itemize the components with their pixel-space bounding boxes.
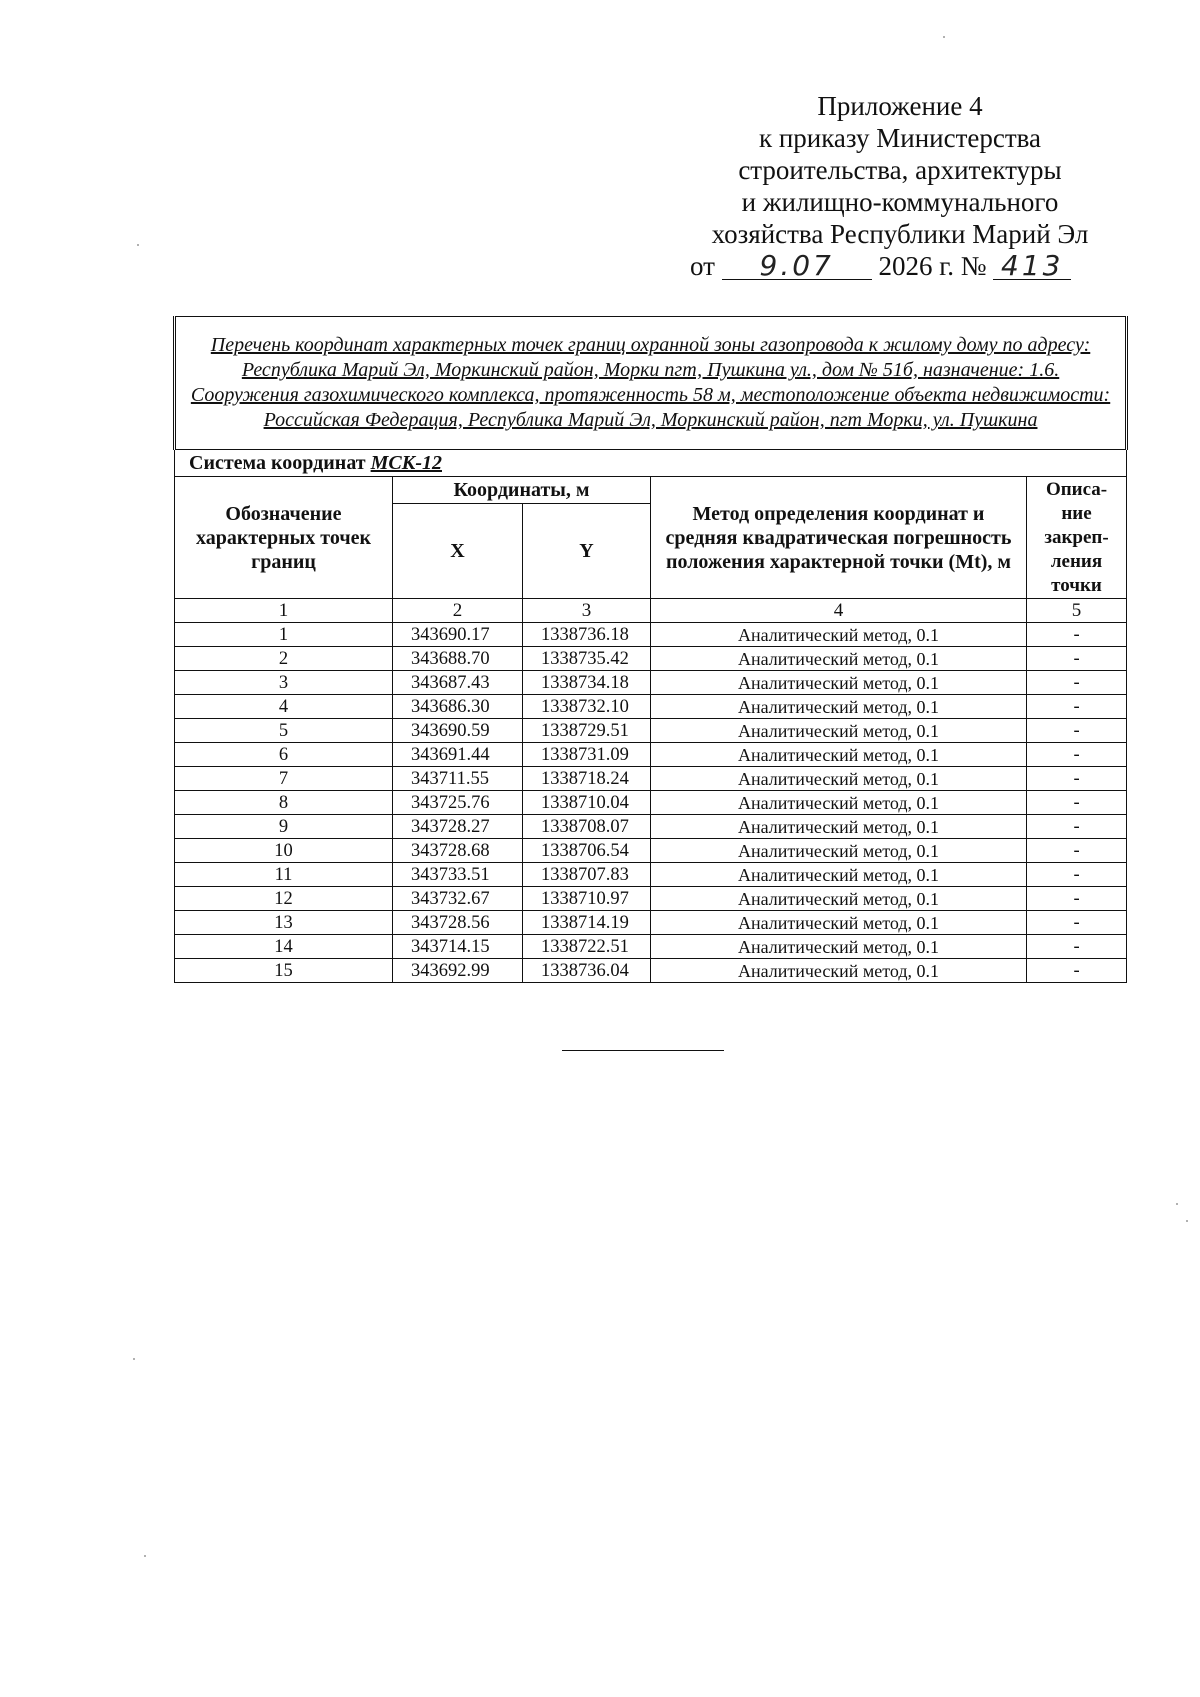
col-header-coordinates: Координаты, м xyxy=(393,477,651,504)
table-row xyxy=(175,935,1127,959)
cell-x: 343733.51 xyxy=(393,863,523,887)
cell-point-number: 3 xyxy=(175,671,393,695)
cell-y: 1338707.83 xyxy=(523,863,651,887)
table-row xyxy=(175,791,1127,815)
table-row xyxy=(175,839,1127,863)
cell-x: 343728.68 xyxy=(393,839,523,863)
cell-point-number: 6 xyxy=(175,743,393,767)
table-row xyxy=(175,671,1127,695)
order-date-line xyxy=(680,250,1120,282)
cell-x: 343728.27 xyxy=(393,815,523,839)
cell-description: - xyxy=(1027,887,1127,911)
cell-method: Аналитический метод, 0.1 xyxy=(651,767,1027,791)
cell-x: 343687.43 xyxy=(393,671,523,695)
cell-method: Аналитический метод, 0.1 xyxy=(651,815,1027,839)
cell-description: - xyxy=(1027,719,1127,743)
table-row xyxy=(175,767,1127,791)
col-header-x: X xyxy=(393,504,523,599)
table-row xyxy=(175,743,1127,767)
cell-method: Аналитический метод, 0.1 xyxy=(651,743,1027,767)
cell-y: 1338710.04 xyxy=(523,791,651,815)
cell-method: Аналитический метод, 0.1 xyxy=(651,791,1027,815)
scan-speck xyxy=(943,36,945,38)
table-title: Перечень координат характерных точек границ охранной зоны газопровода к жилому дому по адресу: Республика Марий Эл, Моркинский район, Морки пгт, Пушкина ул., дом № 51б, назначение: 1.6. Сооружения газохимического комплекса, протяженность 58 м, местоположение объекта недвижимости: Российская Федерация, Республика Марий Эл, Моркинский район, пгт Морки, ул. Пушкина xyxy=(175,317,1127,450)
col-header-y: Y xyxy=(523,504,651,599)
order-line-4: хозяйства Республики Марий Эл xyxy=(711,219,1089,249)
cell-x: 343686.30 xyxy=(393,695,523,719)
column-number: 2 xyxy=(393,599,523,623)
cell-x: 343732.67 xyxy=(393,887,523,911)
col-header-description: Описа-ние закреп-ления точки xyxy=(1027,477,1127,599)
order-number-handwritten: 413 xyxy=(993,253,1071,280)
table-row xyxy=(175,695,1127,719)
column-number: 4 xyxy=(651,599,1027,623)
cell-x: 343691.44 xyxy=(393,743,523,767)
cell-point-number: 4 xyxy=(175,695,393,719)
cell-description: - xyxy=(1027,959,1127,983)
end-divider xyxy=(562,1050,724,1051)
scan-speck xyxy=(1186,1220,1188,1222)
cell-x: 343688.70 xyxy=(393,647,523,671)
table-row xyxy=(175,959,1127,983)
cell-y: 1338714.19 xyxy=(523,911,651,935)
cell-y: 1338736.18 xyxy=(523,623,651,647)
cell-point-number: 2 xyxy=(175,647,393,671)
cell-y: 1338722.51 xyxy=(523,935,651,959)
cell-y: 1338735.42 xyxy=(523,647,651,671)
column-number: 3 xyxy=(523,599,651,623)
cell-y: 1338732.10 xyxy=(523,695,651,719)
cell-description: - xyxy=(1027,815,1127,839)
table-row xyxy=(175,911,1127,935)
order-date-handwritten: 9.07 xyxy=(722,253,872,280)
scan-speck xyxy=(133,1358,135,1360)
cell-point-number: 13 xyxy=(175,911,393,935)
cell-point-number: 7 xyxy=(175,767,393,791)
cell-description: - xyxy=(1027,791,1127,815)
appendix-title: Приложение 4 xyxy=(817,91,983,121)
cell-y: 1338706.54 xyxy=(523,839,651,863)
cell-description: - xyxy=(1027,935,1127,959)
coordinate-system-label: Система координат xyxy=(189,451,366,474)
cell-description: - xyxy=(1027,623,1127,647)
cell-y: 1338736.04 xyxy=(523,959,651,983)
cell-y: 1338718.24 xyxy=(523,767,651,791)
cell-description: - xyxy=(1027,743,1127,767)
cell-y: 1338710.97 xyxy=(523,887,651,911)
col-header-method: Метод определения координат и средняя квадратическая погрешность положения характерной точки (Mt), м xyxy=(651,477,1027,599)
coordinate-system-row xyxy=(175,450,1127,477)
coordinate-system-value: МСК-12 xyxy=(370,451,442,474)
cell-x: 343728.56 xyxy=(393,911,523,935)
scan-speck xyxy=(144,1555,146,1557)
cell-x: 343692.99 xyxy=(393,959,523,983)
cell-y: 1338729.51 xyxy=(523,719,651,743)
cell-method: Аналитический метод, 0.1 xyxy=(651,719,1027,743)
table-row xyxy=(175,719,1127,743)
table-row xyxy=(175,887,1127,911)
cell-point-number: 1 xyxy=(175,623,393,647)
cell-y: 1338731.09 xyxy=(523,743,651,767)
scan-speck xyxy=(137,244,139,246)
cell-point-number: 14 xyxy=(175,935,393,959)
cell-method: Аналитический метод, 0.1 xyxy=(651,671,1027,695)
cell-point-number: 5 xyxy=(175,719,393,743)
cell-description: - xyxy=(1027,911,1127,935)
table-row xyxy=(175,863,1127,887)
order-line-2: строительства, архитектуры xyxy=(738,155,1062,185)
col-header-point: Обозначение характерных точек границ xyxy=(175,477,393,599)
cell-x: 343714.15 xyxy=(393,935,523,959)
table-row xyxy=(175,647,1127,671)
table-row xyxy=(175,815,1127,839)
cell-point-number: 8 xyxy=(175,791,393,815)
coordinates-table xyxy=(173,316,1128,983)
cell-description: - xyxy=(1027,671,1127,695)
order-line-1: к приказу Министерства xyxy=(758,123,1042,153)
cell-point-number: 12 xyxy=(175,887,393,911)
cell-point-number: 10 xyxy=(175,839,393,863)
column-number-row xyxy=(175,599,1127,623)
cell-description: - xyxy=(1027,839,1127,863)
table-row xyxy=(175,623,1127,647)
cell-description: - xyxy=(1027,767,1127,791)
cell-method: Аналитический метод, 0.1 xyxy=(651,911,1027,935)
cell-point-number: 11 xyxy=(175,863,393,887)
column-number: 1 xyxy=(175,599,393,623)
year-label: 2026 г. № xyxy=(878,251,987,281)
cell-description: - xyxy=(1027,647,1127,671)
cell-method: Аналитический метод, 0.1 xyxy=(651,863,1027,887)
cell-point-number: 9 xyxy=(175,815,393,839)
cell-x: 343711.55 xyxy=(393,767,523,791)
cell-x: 343725.76 xyxy=(393,791,523,815)
cell-method: Аналитический метод, 0.1 xyxy=(651,935,1027,959)
cell-method: Аналитический метод, 0.1 xyxy=(651,839,1027,863)
cell-description: - xyxy=(1027,695,1127,719)
column-number: 5 xyxy=(1027,599,1127,623)
cell-x: 343690.17 xyxy=(393,623,523,647)
cell-x: 343690.59 xyxy=(393,719,523,743)
scan-speck xyxy=(1176,1203,1178,1205)
cell-method: Аналитический метод, 0.1 xyxy=(651,959,1027,983)
order-line-3: и жилищно-коммунального xyxy=(741,187,1059,217)
cell-method: Аналитический метод, 0.1 xyxy=(651,695,1027,719)
cell-y: 1338734.18 xyxy=(523,671,651,695)
cell-point-number: 15 xyxy=(175,959,393,983)
from-label: от xyxy=(690,251,715,281)
cell-method: Аналитический метод, 0.1 xyxy=(651,647,1027,671)
cell-method: Аналитический метод, 0.1 xyxy=(651,887,1027,911)
cell-description: - xyxy=(1027,863,1127,887)
appendix-header xyxy=(680,90,1120,282)
cell-y: 1338708.07 xyxy=(523,815,651,839)
cell-method: Аналитический метод, 0.1 xyxy=(651,623,1027,647)
